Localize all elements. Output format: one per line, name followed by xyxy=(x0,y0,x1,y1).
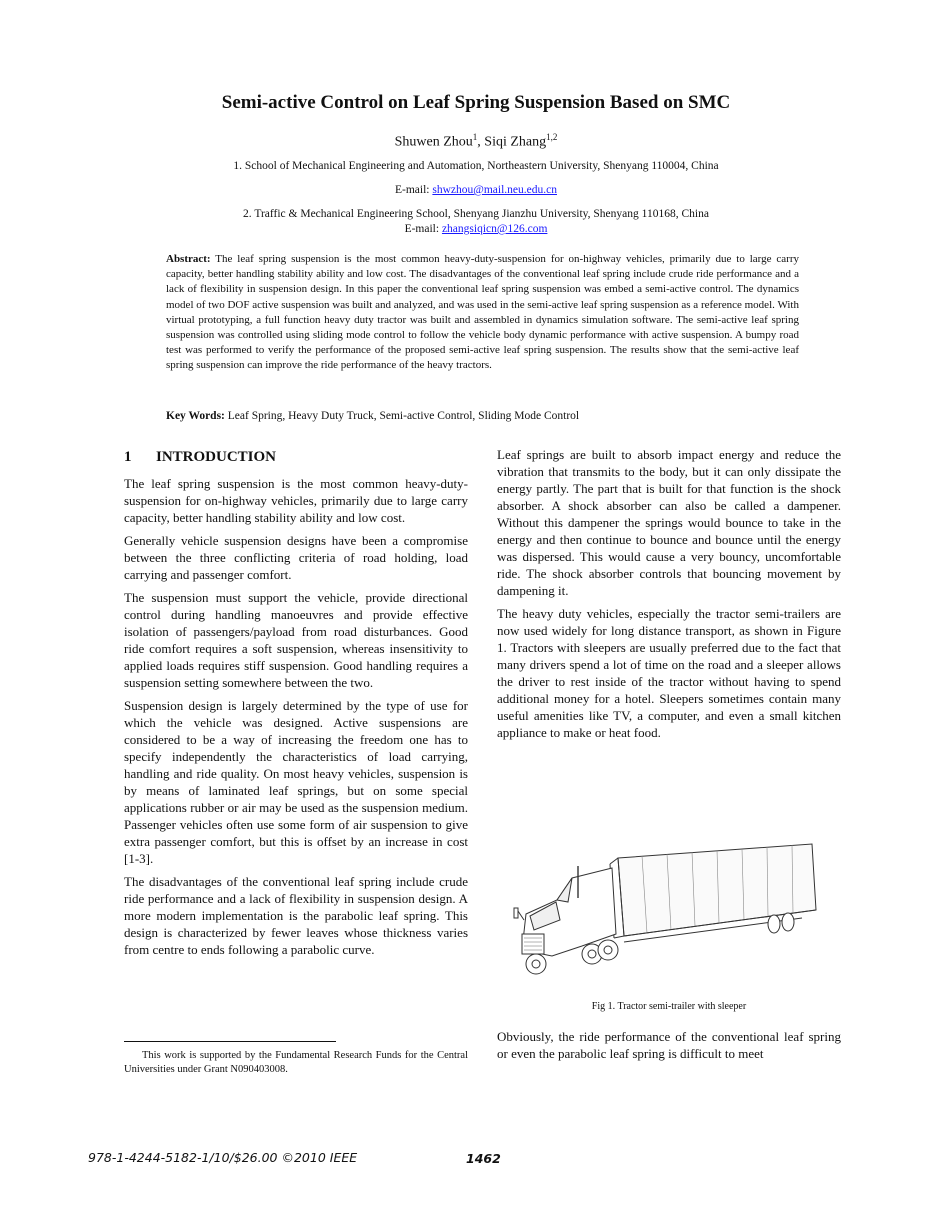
keywords-label: Key Words: xyxy=(166,410,225,422)
paragraph: The disadvantages of the conventional leaf spring include crude ride performance and a lack of flexibility in suspension design. A more modern implementation is the parabolic leaf spring. This design is characterized by fewer leaves whose thickness varies from centre to ends following a parabolic curve. xyxy=(124,874,468,957)
keywords-text: Leaf Spring, Heavy Duty Truck, Semi-active Control, Sliding Mode Control xyxy=(224,410,580,422)
affiliation-2: 2. Traffic & Mechanical Engineering School, Shenyang Jianzhu University, Shenyang 110168, China xyxy=(243,208,709,220)
email-link[interactable]: zhangsiqicn@126.com xyxy=(441,223,548,235)
author-sup: 1 xyxy=(472,132,478,142)
section-number: 1 xyxy=(124,449,132,465)
email-line-2 xyxy=(0,223,952,235)
email-link[interactable]: shwzhou@mail.neu.edu.cn xyxy=(432,184,557,196)
truck-drawing-icon xyxy=(512,838,826,996)
paragraph: Obviously, the ride performance of the conventional leaf spring or even the parabolic leaf spring is difficult to meet xyxy=(497,1029,841,1061)
footer-isbn: 978-1-4244-5182-1/10/$26.00 ©2010 IEEE xyxy=(88,1150,358,1165)
paragraph: The leaf spring suspension is the most common heavy-duty-suspension for on-highway vehicles, primarily due to large carry capacity, better handling stability ability and low cost. xyxy=(124,476,468,525)
figure-caption: Fig 1. Tractor semi-trailer with sleeper xyxy=(591,1001,747,1012)
footnote: This work is supported by the Fundamental Research Funds for the Central Universities under Grant N090403008. xyxy=(124,1050,468,1075)
section-title: INTRODUCTION xyxy=(156,449,277,465)
left-column xyxy=(124,475,468,964)
section-heading xyxy=(124,449,276,466)
footnote-divider xyxy=(124,1041,336,1042)
keywords xyxy=(166,410,799,422)
abstract xyxy=(166,252,799,374)
paragraph: Suspension design is largely determined by the type of use for which the vehicle was designed. Active suspensions are considered to be a way of increasing the freedom one has to specify independently the characteristics of load carrying, handling and ride quality. On most heavy vehicles, suspension is by means of laminated leaf springs, but on some special applications rubber or air may be used as the suspension medium. Passenger vehicles often use some form of air suspension to give extra passenger comfort, but this is offset by an increase in cost [1-3]. xyxy=(124,698,468,866)
abstract-label: Abstract: xyxy=(166,253,211,265)
paragraph: Leaf springs are built to absorb impact energy and reduce the vibration that transmits to the body, but it can only dissipate the energy partly. The part that is built for that function is the shock absorber. A shock absorber can also be called a dampener. Without this dampener the springs would bounce to take in the energy and then continue to bounce and bounce until the energy was dispersed. This would cause a very bouncy, uncomfortable ride. The shock absorber controls that bouncing movement by dampening it. xyxy=(497,447,841,598)
paragraph: The suspension must support the vehicle, provide directional control during handling manoeuvres and provide effective isolation of passengers/payload from road disturbances. Good ride comfort requires a soft suspension, whereas insensitivity to applied loads requires stiff suspension. Good handling requires a suspension setting somewhere between the two. xyxy=(124,590,468,690)
author-name: Shuwen Zhou xyxy=(394,134,473,150)
paragraph: Generally vehicle suspension designs have been a compromise between the three conflicting criteria of road holding, load carrying and passenger comfort. xyxy=(124,533,468,582)
email-label: E-mail: xyxy=(395,184,433,196)
email-line-1 xyxy=(0,184,952,196)
page-number: 1462 xyxy=(466,1151,501,1166)
authors: Shuwen Zhou$^1$, Siqi Zhang$^{1,2}$ xyxy=(394,132,558,150)
right-column xyxy=(497,446,841,747)
abstract-text: The leaf spring suspension is the most common heavy-duty-suspension for on-highway vehicles, primarily due to large carry capacity, better handling stability ability and low cost. The disadvantages of the conventional leaf spring include crude ride performance and a lack of flexibility in suspension design. In this paper the conventional leaf spring suspension was embed a semi-active control. The dynamics model of two DOF active suspension was built and analyzed, and was used in the semi-active leaf spring suspension as a reference model. With virtual prototyping, a full function heavy duty tractor was built and assembled in dynamics simulation software. The semi-active leaf spring suspension was controlled using sliding mode control to follow the vehicle body dynamic performance with active suspension. A bumpy road test was performed to verify the performance of the proposed semi-active leaf spring suspension. The results show that the semi-active leaf spring suspension can improve the ride performance of the heavy tractors. xyxy=(166,253,799,372)
affiliation-1: 1. School of Mechanical Engineering and Automation, Northeastern University, Shenyang 110004, China xyxy=(233,160,719,172)
paper-title: Semi-active Control on Leaf Spring Suspension Based on SMC xyxy=(221,92,731,113)
author-sup: 1,2 xyxy=(546,132,558,142)
paragraph: The heavy duty vehicles, especially the tractor semi-trailers are now used widely for long distance transport, as shown in Figure 1. Tractors with sleepers are usually preferred due to the fact that many drivers spend a lot of time on the road and a sleeper allows the driver to rest inside of the tractor without having to spend additional money for a hotel. Sleepers sometimes contain many useful amenities like TV, a computer, and even a small kitchen appliance to make or heat food. xyxy=(497,606,841,740)
author-name: Siqi Zhang xyxy=(484,134,547,150)
right-column-continued xyxy=(497,1028,841,1068)
email-label: E-mail: xyxy=(404,223,442,235)
